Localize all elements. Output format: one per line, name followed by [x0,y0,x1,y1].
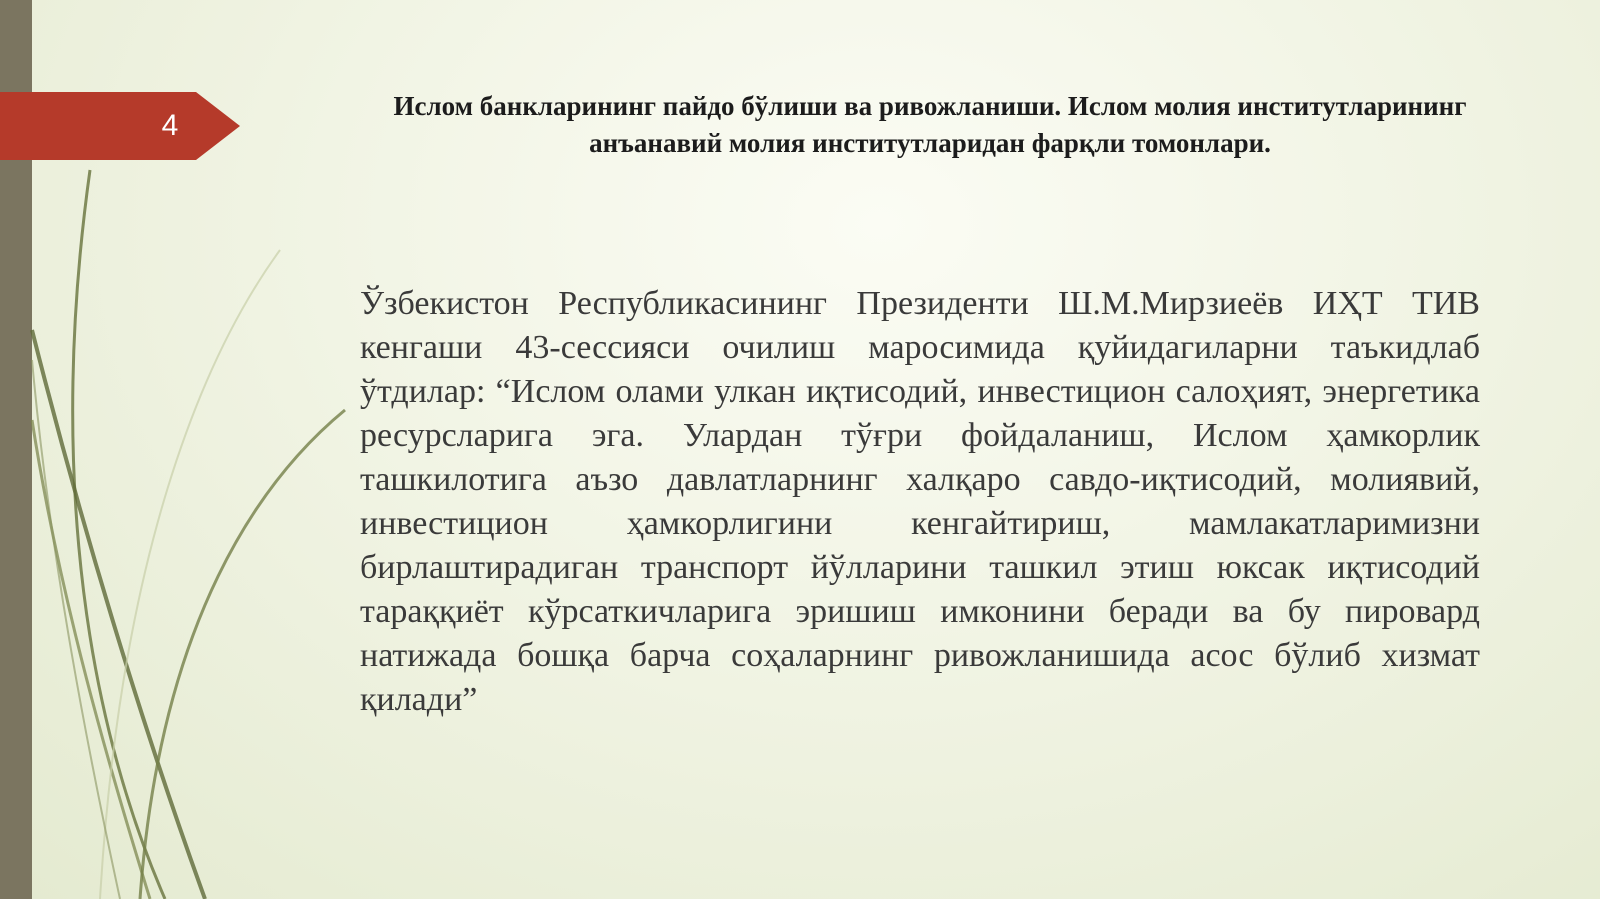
grass-curve-3 [32,420,150,899]
bullet-text: Ўзбекистон Республикасининг Президенти Ш.М.Мирзиеёв ИҲТ ТИВ кенгаши 43-сессияси очилиш маросимида қуйидагиларни таъкидлаб ўтдилар: “Ислом олами улкан иқтисодий, инвестицион салоҳият, энергетика ресурсларига эга. Улардан тўғри фойдаланиш, Ислом ҳамкорлик ташкилотига аъзо давлатларнинг халқаро савдо-иқтисодий, молиявий, инвестицион ҳамкорлигини кенгайтириш, мамлакатларимизни бирлаштирадиган транспорт йўлларини ташкил этиш юксак иқтисодий тараққиёт кўрсаткичларига эришиш имконини беради ва бу пировард натижада бошқа барча соҳаларнинг ривожланишида асос бўлиб хизмат қилади” [360,285,1480,718]
grass-curve-5 [100,250,280,899]
grass-curve-2 [32,330,205,899]
slide-title: Ислом банкларининг пайдо бўлиши ва ривожланиши. Ислом молия институтларининг анъанавий молия институтларидан фарқли томонлари. [393,91,1467,158]
bullet-marker-icon [314,284,328,312]
grass-curve-4 [140,410,345,899]
slide-number: 4 [161,109,179,142]
